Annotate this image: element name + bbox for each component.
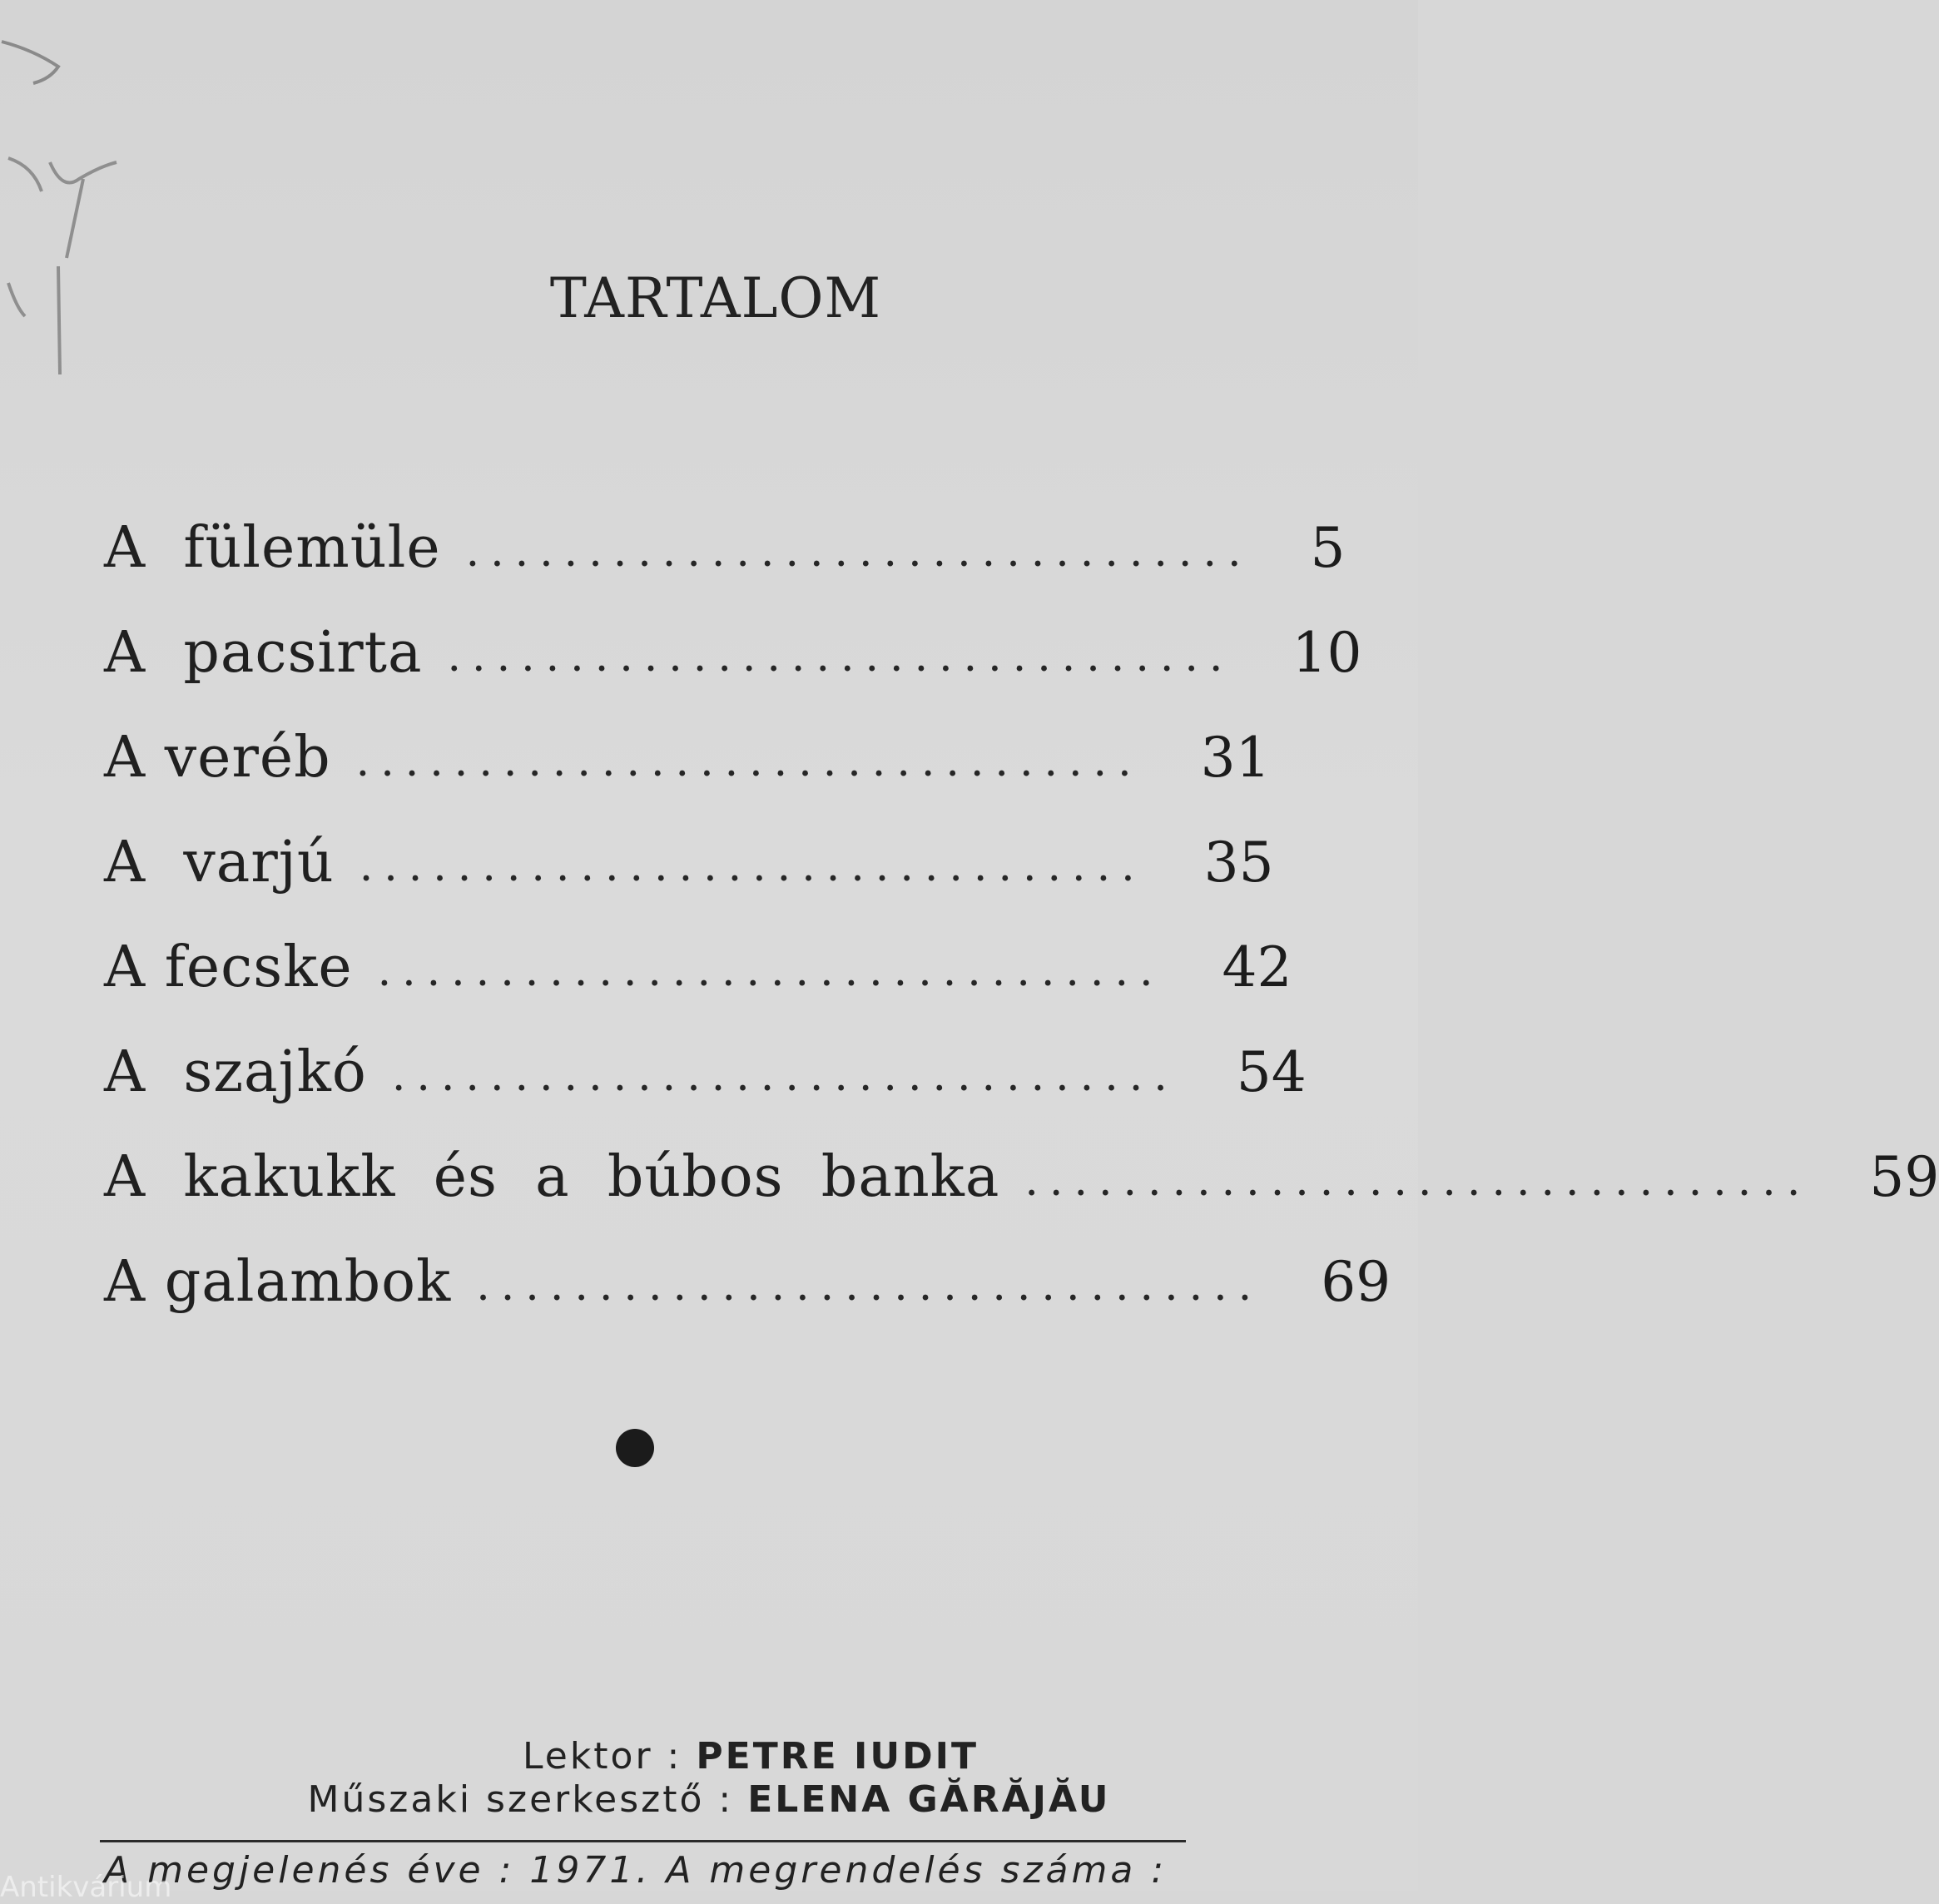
credits-lektor-name: PETRE IUDIT (696, 1735, 979, 1778)
toc-entry-title: A galambok (104, 1248, 452, 1315)
credits-lektor (0, 1735, 1418, 1778)
toc-entry-page: 69 (1321, 1249, 1391, 1314)
toc-entry-title: A pacsirta (104, 619, 423, 686)
toc-entry-title: A szajkó (104, 1039, 367, 1105)
toc-entry (104, 915, 1292, 1019)
toc-entry (104, 1019, 1307, 1124)
toc-leader-dots: ................................ (391, 1051, 1178, 1101)
toc-leader-dots: ................................ (355, 736, 1143, 786)
toc-entry-title: A fecske (104, 934, 353, 1000)
table-of-contents (104, 495, 1939, 1334)
toc-entry-title: A varjú (104, 829, 335, 895)
credits-editor-name: ELENA GĂRĂJĂU (747, 1778, 1111, 1821)
watermark: Antikvárium (0, 1871, 172, 1904)
publication-info: A megjelenés éve : 1971. A megrendelés száma : (104, 1849, 1168, 1892)
credits-editor (0, 1778, 1418, 1822)
credits-editor-label: Műszaki szerkesztő : (307, 1778, 734, 1821)
toc-entry (104, 600, 1362, 705)
toc-entry (104, 1229, 1391, 1334)
toc-entry-title: A veréb (104, 724, 331, 791)
toc-entry-page: 54 (1236, 1039, 1307, 1104)
toc-entry-title: A kakukk és a búbos banka (104, 1143, 1000, 1210)
toc-leader-dots: ................................ (1024, 1156, 1812, 1206)
toc-entry-page: 10 (1292, 620, 1362, 685)
toc-leader-dots: ................................ (465, 527, 1252, 577)
toc-entry-page: 35 (1203, 830, 1274, 895)
toc-entry-title: A fülemüle (104, 514, 441, 581)
toc-entry-page: 59 (1869, 1144, 1939, 1209)
toc-entry-page: 31 (1200, 725, 1271, 790)
toc-leader-dots: ................................ (447, 632, 1234, 682)
credits-lektor-label: Lektor : (523, 1735, 682, 1778)
toc-entry-page: 42 (1222, 935, 1292, 999)
toc-leader-dots: ................................ (377, 946, 1164, 996)
toc-leader-dots: ................................ (359, 841, 1146, 891)
footer-rule (100, 1840, 1186, 1842)
credits-block (0, 1735, 1418, 1822)
page-title: TARTALOM (549, 266, 882, 330)
bullet-ornament (616, 1429, 654, 1467)
toc-leader-dots: ................................ (476, 1261, 1263, 1311)
toc-entry (104, 810, 1274, 915)
toc-entry (104, 495, 1346, 600)
toc-entry-page: 5 (1310, 515, 1346, 580)
toc-entry (104, 705, 1271, 810)
pencil-annotation (0, 0, 150, 399)
toc-entry (104, 1124, 1939, 1229)
